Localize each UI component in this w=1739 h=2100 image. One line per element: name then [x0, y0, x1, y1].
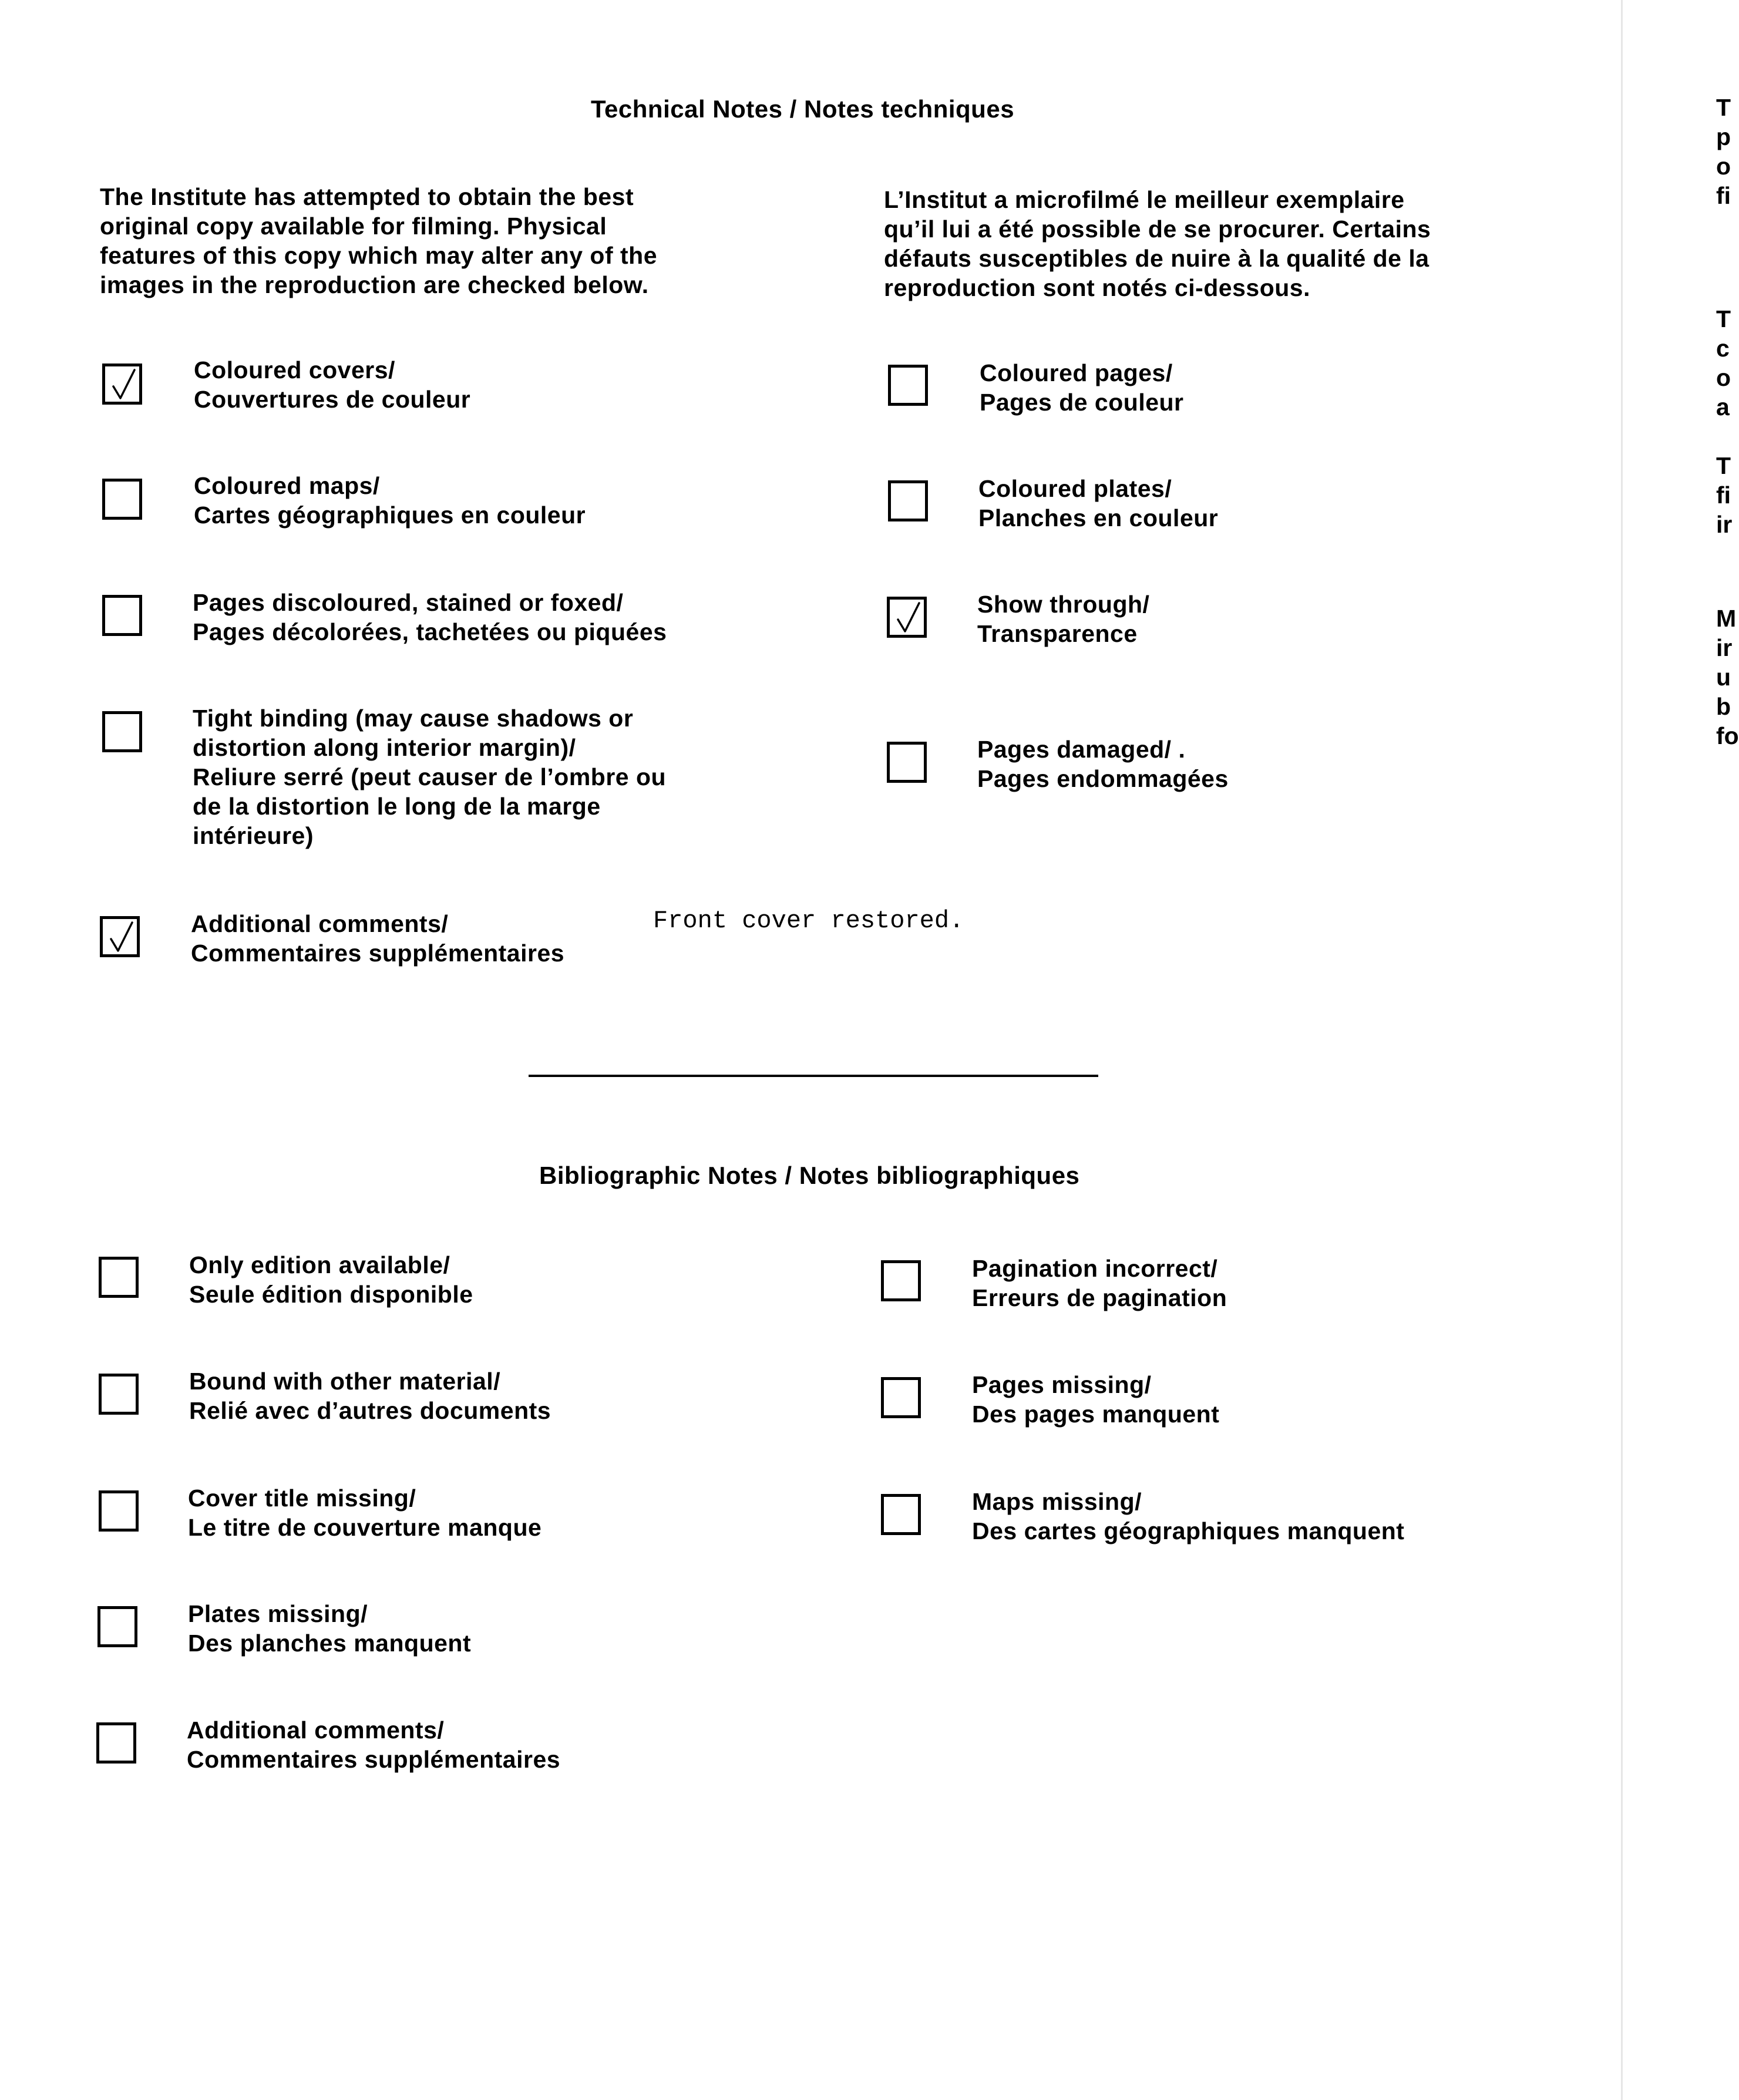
adjacent-page-fragment: T p o fi T c o a T fi ir M ir u b fo: [1716, 94, 1739, 749]
label-bound-with: Bound with other material/ Relié avec d’autres documents: [189, 1368, 551, 1424]
checkbox-tight-binding[interactable]: [102, 711, 142, 752]
checkbox-pages-damaged[interactable]: [887, 742, 927, 783]
checkbox-coloured-covers[interactable]: [102, 364, 142, 405]
technical-intro-fr: L’Institut a microfilmé le meilleur exemplaire qu’il lui a été possible de se procurer. Certains défauts susceptibles de nuire à la qualité de la reproduction sont notés ci-dessous.: [884, 186, 1431, 301]
label-tight-binding: Tight binding (may cause shadows or distortion along interior margin)/ Reliure serré (peut causer de l’ombre ou de la distortion le long de la marge intérieure): [193, 705, 667, 849]
label-pages-damaged: Pages damaged/ . Pages endommagées: [977, 736, 1229, 792]
bibliographic-notes-title: Bibliographic Notes / Notes bibliographiques: [539, 1162, 1080, 1189]
label-coloured-maps: Coloured maps/ Cartes géographiques en couleur: [194, 472, 586, 529]
label-additional-comments-bibliographic: Additional comments/ Commentaires supplémentaires: [187, 1717, 561, 1773]
label-coloured-plates: Coloured plates/ Planches en couleur: [978, 475, 1219, 531]
label-pages-discoloured: Pages discoloured, stained or foxed/ Pages décolorées, tachetées ou piquées: [193, 589, 667, 645]
checkbox-show-through[interactable]: [887, 597, 927, 638]
label-show-through: Show through/ Transparence: [977, 591, 1150, 647]
label-only-edition: Only edition available/ Seule édition disponible: [189, 1251, 473, 1308]
label-cover-title-missing: Cover title missing/ Le titre de couverture manque: [188, 1485, 542, 1541]
checkbox-only-edition[interactable]: [99, 1257, 139, 1298]
label-plates-missing: Plates missing/ Des planches manquent: [188, 1600, 472, 1657]
comment-text: Front cover restored.: [653, 907, 964, 935]
checkbox-coloured-maps[interactable]: [102, 479, 142, 520]
checkbox-cover-title-missing[interactable]: [99, 1490, 139, 1532]
checkbox-pagination-incorrect[interactable]: [881, 1260, 921, 1301]
label-additional-comments-technical: Additional comments/ Commentaires supplémentaires: [191, 910, 565, 967]
checkbox-additional-comments-technical[interactable]: [100, 916, 140, 957]
checkmark-icon: [105, 920, 136, 954]
checkbox-coloured-pages[interactable]: [888, 365, 928, 406]
label-coloured-covers: Coloured covers/ Couvertures de couleur: [194, 356, 471, 413]
checkbox-additional-comments-bibliographic[interactable]: [96, 1722, 136, 1764]
technical-intro-en: The Institute has attempted to obtain the best original copy available for filming. Physical features of this copy which may alter any of the images in the reproduction are checked below.: [100, 183, 658, 298]
page-edge-line: [1621, 0, 1623, 2100]
label-pages-missing: Pages missing/ Des pages manquent: [972, 1371, 1220, 1428]
checkbox-maps-missing[interactable]: [881, 1494, 921, 1535]
checkbox-pages-missing[interactable]: [881, 1377, 921, 1418]
checkbox-pages-discoloured[interactable]: [102, 595, 142, 636]
checkmark-icon: [107, 368, 138, 402]
section-divider: [529, 1075, 1098, 1077]
technical-notes-title: Technical Notes / Notes techniques: [591, 95, 1015, 123]
label-coloured-pages: Coloured pages/ Pages de couleur: [980, 359, 1184, 416]
label-maps-missing: Maps missing/ Des cartes géographiques manquent: [972, 1488, 1405, 1544]
checkbox-bound-with[interactable]: [99, 1374, 139, 1415]
label-pagination-incorrect: Pagination incorrect/ Erreurs de pagination: [972, 1255, 1227, 1311]
checkbox-coloured-plates[interactable]: [888, 480, 928, 521]
checkbox-plates-missing[interactable]: [97, 1606, 137, 1647]
checkmark-icon: [892, 601, 923, 635]
